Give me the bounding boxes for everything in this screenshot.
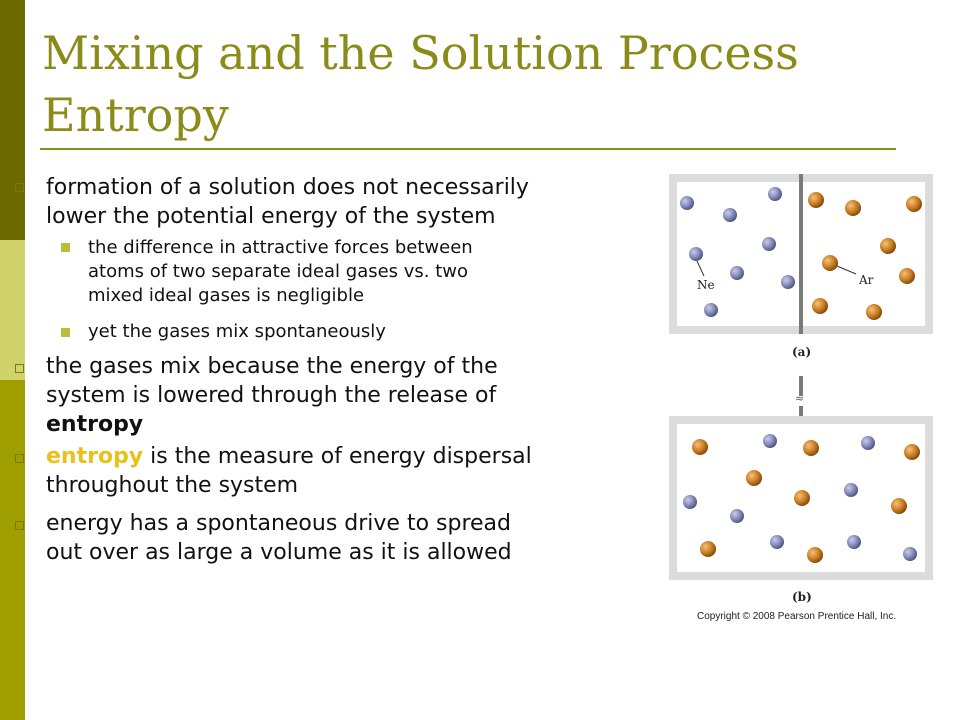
left-accent-bar-light	[0, 240, 25, 380]
left-accent-bar-olive	[0, 380, 25, 720]
bullet-text: system is lowered through the release of	[46, 383, 497, 408]
bullet-text: throughout the system	[46, 473, 299, 498]
bullet-text: energy has a spontaneous drive to spread	[46, 511, 511, 536]
bullet-marker	[15, 183, 24, 192]
sub-bullet-text: mixed ideal gases is negligible	[88, 285, 365, 306]
sub-bullet-marker	[61, 328, 70, 337]
sub-bullet-text: atoms of two separate ideal gases vs. two	[88, 261, 469, 282]
slide-title	[42, 22, 799, 146]
sub-bullet-marker	[61, 243, 70, 252]
left-accent-bar-dark	[0, 0, 25, 240]
bullet-text: out over as large a volume as it is allowed	[46, 540, 512, 565]
bullet-item	[46, 509, 512, 567]
slide-title-line-1: Mixing and the Solution Process	[42, 26, 799, 80]
bullet-marker	[15, 521, 24, 530]
bullet-item	[46, 173, 529, 231]
bullet-text: formation of a solution does not necessarily	[46, 175, 529, 200]
bullet-marker	[15, 364, 24, 373]
bullet-text-bold: entropy	[46, 412, 144, 437]
sub-bullet-text: the difference in attractive forces between	[88, 237, 473, 258]
bullet-text: is the measure of energy dispersal	[143, 444, 532, 469]
bullet-marker	[15, 454, 24, 463]
partition-removed-stub	[799, 406, 803, 416]
title-underline	[40, 148, 896, 150]
approx-sign-icon: ≈	[795, 392, 805, 405]
sub-bullet-text: yet the gases mix spontaneously	[88, 321, 386, 342]
slide-title-line-2: Entropy	[42, 88, 229, 142]
copyright-notice: Copyright © 2008 Pearson Prentice Hall, Inc.	[697, 611, 897, 622]
sub-bullet-item	[88, 236, 473, 308]
bullet-text: lower the potential energy of the system	[46, 204, 496, 229]
caption-b: (b)	[792, 590, 812, 604]
highlighted-term: entropy	[46, 444, 144, 469]
sub-bullet-item	[88, 320, 386, 344]
gas-mixing-figure	[666, 166, 936, 630]
bullet-text: the gases mix because the energy of the	[46, 354, 498, 379]
caption-a: (a)	[792, 345, 812, 359]
partition-wall	[799, 174, 803, 334]
ar-label: Ar	[859, 273, 874, 287]
bullet-item	[46, 442, 532, 500]
bullet-item	[46, 352, 498, 439]
ne-label: Ne	[697, 278, 715, 292]
